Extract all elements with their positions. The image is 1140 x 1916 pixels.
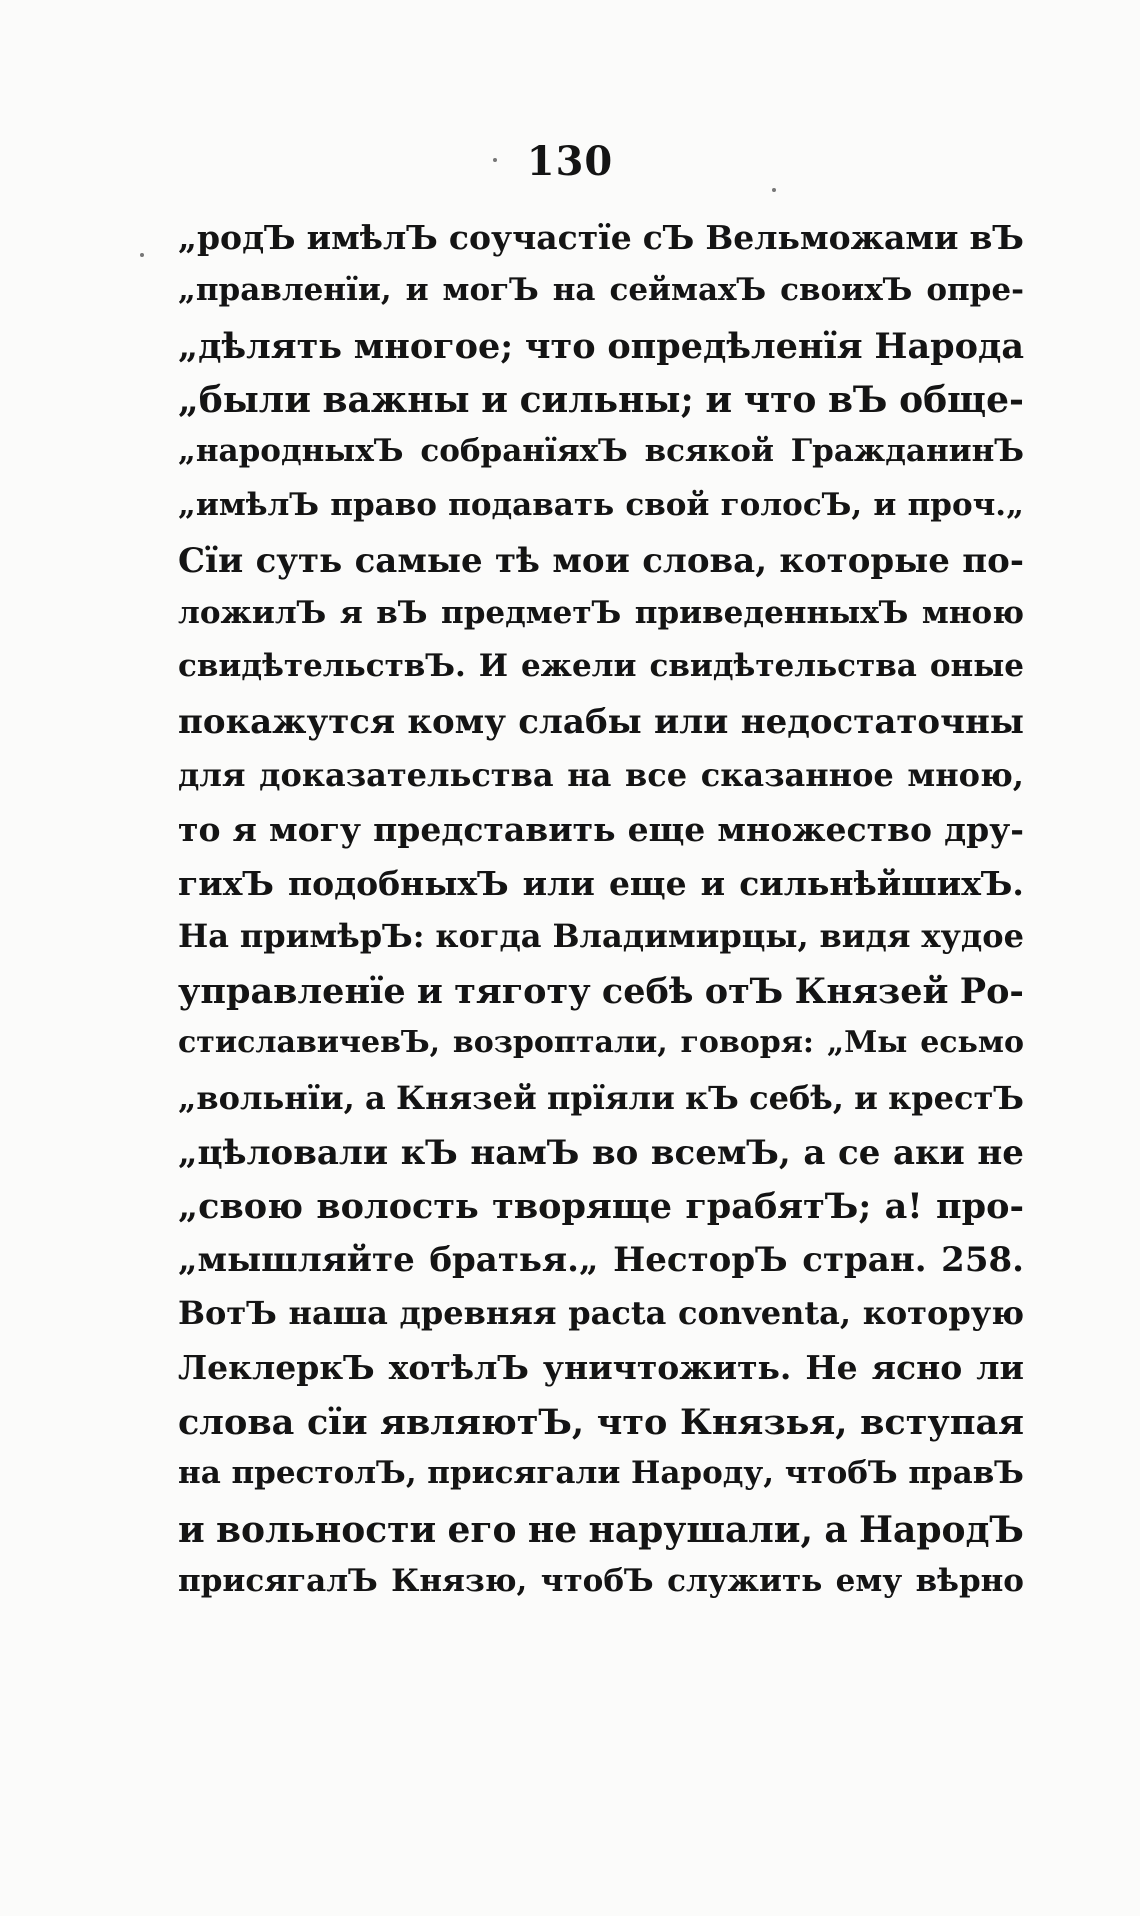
word: или <box>522 863 595 903</box>
word: „дѣлять <box>178 325 343 367</box>
word: отЪ <box>704 971 784 1013</box>
word: крестЪ <box>888 1078 1024 1117</box>
word: кЪ <box>685 1078 739 1117</box>
word: видя <box>819 917 911 956</box>
word: „родЪ <box>178 218 296 257</box>
word: Князья, <box>680 1401 848 1443</box>
word: хотѣлЪ <box>388 1347 529 1387</box>
word: то <box>178 809 221 849</box>
word: сЪ <box>642 218 695 257</box>
word: не <box>977 1132 1024 1173</box>
word: сказанное <box>700 755 894 794</box>
word: свидѣтельствЪ. <box>178 648 466 685</box>
word: conventa, <box>678 1293 851 1332</box>
word: Владимирцы, <box>552 917 809 956</box>
word: есьмо <box>920 1024 1024 1060</box>
word: управленїе <box>178 971 406 1013</box>
word: НародЪ <box>859 1509 1024 1552</box>
word: могу <box>269 809 362 849</box>
print-speck <box>140 253 144 257</box>
text-line <box>178 1240 1024 1294</box>
word: вольности <box>216 1509 437 1552</box>
word: Князю, <box>391 1562 528 1599</box>
word: Вельможами <box>705 218 959 257</box>
word: стран. <box>802 1240 927 1281</box>
word: всякой <box>644 433 774 470</box>
word: Князей <box>794 971 949 1013</box>
word: во <box>591 1132 639 1173</box>
word: сильны; <box>519 379 694 422</box>
word: вЪ <box>828 379 888 422</box>
word: его <box>447 1509 517 1552</box>
word: кЪ <box>400 1132 458 1173</box>
word: множество <box>717 809 933 849</box>
word: древняя <box>399 1293 557 1332</box>
word: которые <box>779 540 950 581</box>
text-line <box>178 326 1024 380</box>
word: чтобЪ <box>540 1562 654 1599</box>
word: сїи <box>306 1401 368 1443</box>
word: еще <box>627 809 706 849</box>
word: и <box>481 379 508 422</box>
word: намЪ <box>470 1132 580 1173</box>
word: и <box>405 271 429 308</box>
word: являютЪ, <box>380 1401 585 1443</box>
text-line <box>178 1563 1024 1617</box>
text-line <box>178 702 1024 756</box>
text-line <box>178 864 1024 918</box>
word: когда <box>435 917 542 956</box>
word: мною <box>921 594 1024 631</box>
word: кому <box>407 702 506 743</box>
word: ежели <box>520 648 637 685</box>
word: 258. <box>941 1240 1024 1281</box>
word: НесторЪ <box>613 1240 788 1281</box>
word: а! <box>884 1186 923 1228</box>
word: право <box>330 486 437 523</box>
text-line <box>178 1133 1024 1187</box>
word: а <box>824 1509 848 1552</box>
word: аки <box>892 1132 965 1173</box>
word: говоря: <box>680 1024 815 1060</box>
print-speck <box>493 158 497 162</box>
word: обще- <box>899 379 1024 422</box>
word: Сїи <box>178 540 244 581</box>
word: что <box>524 325 596 367</box>
word: на <box>567 755 612 794</box>
word: про- <box>936 1186 1024 1228</box>
word: проч.„ <box>907 486 1024 523</box>
word: грабятЪ; <box>685 1186 872 1228</box>
word: вѣрно <box>915 1562 1024 1599</box>
word: подобныхЪ <box>287 863 509 903</box>
word: я <box>232 809 257 849</box>
text-line <box>178 756 1024 810</box>
word: всемЪ, <box>650 1132 791 1173</box>
word: предметЪ <box>441 594 622 631</box>
word: „цѣловали <box>178 1132 389 1173</box>
word: правЪ <box>908 1455 1024 1492</box>
word: pacta <box>568 1293 667 1332</box>
text-line <box>178 810 1024 864</box>
word: се <box>838 1132 881 1173</box>
text-line <box>178 971 1024 1025</box>
word: сеймахЪ <box>609 271 767 308</box>
word: ложилЪ <box>178 594 327 631</box>
word: соучастїе <box>448 218 632 257</box>
word: Не <box>805 1347 858 1387</box>
word: доказательства <box>259 755 554 794</box>
word: и <box>873 486 897 523</box>
word: дру- <box>944 809 1024 849</box>
word: тяготу <box>454 971 591 1013</box>
word: все <box>625 755 688 794</box>
word: уничтожить. <box>542 1347 792 1387</box>
word: „народныхЪ <box>178 433 404 470</box>
page-number: 130 <box>526 138 614 185</box>
text-line <box>178 218 1024 272</box>
word: вЪ <box>376 594 428 631</box>
word: И <box>478 648 508 685</box>
text-line <box>178 595 1024 649</box>
word: еще <box>608 863 687 903</box>
text-line <box>178 379 1024 433</box>
word: покажутся <box>178 702 396 743</box>
text-line <box>178 1348 1024 1402</box>
word: творяще <box>492 1186 672 1228</box>
word: вЪ <box>969 218 1024 257</box>
word: что <box>596 1401 668 1443</box>
word: худое <box>921 917 1024 956</box>
text-line <box>178 1455 1024 1509</box>
text-line <box>178 433 1024 487</box>
word: подавать <box>448 486 615 523</box>
word: по- <box>962 540 1024 581</box>
text-line <box>178 541 1024 595</box>
text-line <box>178 1025 1024 1079</box>
word: стиславичевЪ, <box>178 1024 441 1060</box>
word: что <box>743 379 817 422</box>
word: Князей <box>395 1078 537 1117</box>
word: „свою <box>178 1186 303 1228</box>
word: свидѣтельства <box>649 648 917 685</box>
word: многое; <box>353 325 514 367</box>
word: или <box>653 702 729 743</box>
word: престолЪ, <box>231 1455 417 1492</box>
word: вступая <box>860 1401 1024 1443</box>
word: волость <box>316 1186 479 1228</box>
text-line <box>178 1079 1024 1133</box>
word: и <box>705 379 733 422</box>
word: братья.„ <box>429 1240 599 1281</box>
word: слова <box>178 1401 295 1443</box>
word: сильнѣйшихЪ. <box>739 863 1024 903</box>
word: слабы <box>518 702 642 743</box>
word: на <box>552 271 596 308</box>
word: „были <box>178 379 311 422</box>
word: представить <box>373 809 616 849</box>
word: а <box>364 1078 386 1117</box>
word: мною, <box>907 755 1024 794</box>
word: прїяли <box>546 1078 675 1117</box>
word: опре- <box>926 271 1024 308</box>
word: могЪ <box>442 271 539 308</box>
word: опредѣленїя <box>607 325 863 367</box>
word: оные <box>929 648 1024 685</box>
word: на <box>178 1455 221 1492</box>
word: себѣ <box>601 971 694 1013</box>
word: а <box>803 1132 826 1173</box>
word: гихЪ <box>178 863 274 903</box>
word: самые <box>354 540 483 581</box>
word: и <box>178 1509 205 1552</box>
word: важны <box>322 379 470 422</box>
word: На <box>178 917 229 956</box>
page-text <box>178 218 1024 1617</box>
word: „вольнїи, <box>178 1078 355 1117</box>
print-speck <box>772 188 776 192</box>
word: ему <box>835 1562 903 1599</box>
word: нарушали, <box>588 1509 813 1552</box>
word: и <box>416 971 443 1013</box>
word: наша <box>288 1293 388 1332</box>
word: мои <box>552 540 630 581</box>
word: „имѣлЪ <box>178 486 320 523</box>
text-line <box>178 1186 1024 1240</box>
word: себѣ, <box>749 1078 844 1117</box>
word: ВотЪ <box>178 1293 277 1332</box>
word: собранїяхЪ <box>420 433 628 470</box>
word: ЛеклеркЪ <box>178 1347 375 1387</box>
text-line <box>178 648 1024 702</box>
word: я <box>339 594 363 631</box>
text-line <box>178 1294 1024 1348</box>
text-line <box>178 272 1024 326</box>
word: имѣлЪ <box>306 218 438 257</box>
word: служить <box>667 1562 823 1599</box>
word: чтобЪ <box>784 1455 898 1492</box>
word: присягали <box>427 1455 621 1492</box>
word: приведенныхЪ <box>634 594 909 631</box>
word: примѣрЪ: <box>239 917 425 956</box>
word: Народа <box>874 325 1024 367</box>
word: возроптали, <box>452 1024 668 1060</box>
word: не <box>527 1509 578 1552</box>
word: присягалЪ <box>178 1562 378 1599</box>
word: ли <box>976 1347 1024 1387</box>
word: Народу, <box>631 1455 775 1492</box>
word: голосЪ, <box>720 486 863 523</box>
word: „правленїи, <box>178 271 392 308</box>
word: своихЪ <box>780 271 913 308</box>
word: ГражданинЪ <box>790 433 1024 470</box>
word: свой <box>625 486 710 523</box>
word: „Мы <box>826 1024 908 1060</box>
word: которую <box>862 1293 1024 1332</box>
word: слова, <box>642 540 768 581</box>
text-line <box>178 1509 1024 1563</box>
word: суть <box>255 540 343 581</box>
word: Ро- <box>959 971 1024 1013</box>
word: и <box>854 1078 878 1117</box>
word: ясно <box>871 1347 963 1387</box>
text-line <box>178 917 1024 971</box>
text-line <box>178 1402 1024 1456</box>
text-line <box>178 487 1024 541</box>
word: недостаточны <box>740 702 1024 743</box>
word: тѣ <box>494 540 540 581</box>
word: „мышляйте <box>178 1240 415 1281</box>
word: и <box>700 863 726 903</box>
word: для <box>178 755 246 794</box>
